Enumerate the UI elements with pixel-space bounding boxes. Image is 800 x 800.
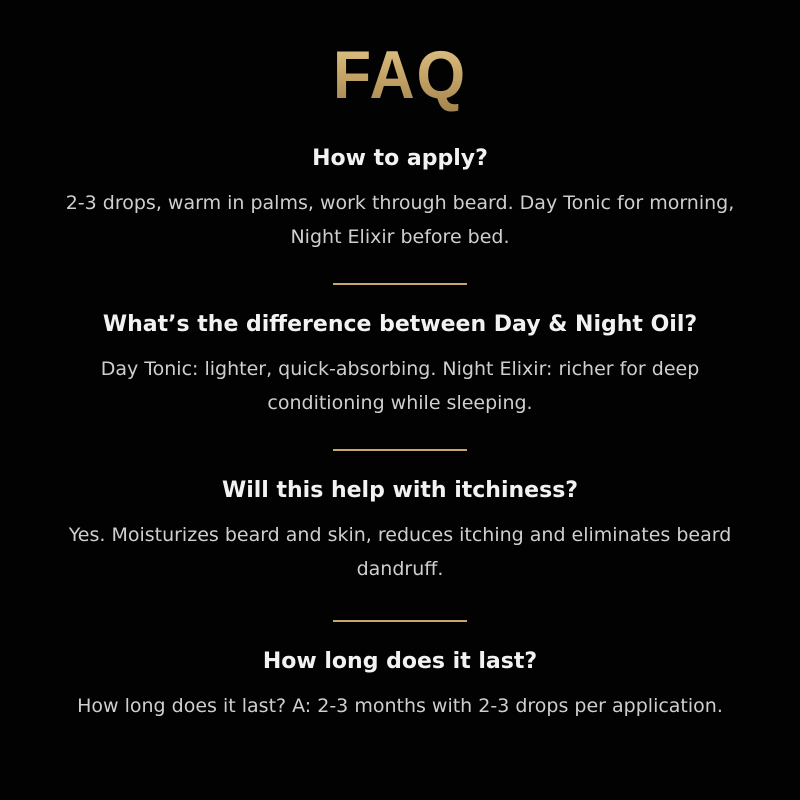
faq-answer: Yes. Moisturizes beard and skin, reduces itching and eliminates beard dandruff. <box>68 524 732 580</box>
gold-divider <box>333 449 467 451</box>
gold-divider <box>333 283 467 285</box>
gold-divider <box>333 620 467 622</box>
faq-question: Will this help with itchiness? <box>221 478 579 503</box>
faq-answer: How long does it last? A: 2-3 months with 2-3 drops per application. <box>77 695 723 717</box>
faq-answer: 2-3 drops, warm in palms, work through beard. Day Tonic for morning, Night Elixir before bed. <box>65 192 735 248</box>
faq-question: How long does it last? <box>262 649 538 674</box>
page-title: FAQ <box>32 30 768 120</box>
faq-question: What’s the difference between Day & Night Oil? <box>102 312 698 337</box>
faq-item-how-to-apply <box>0 144 800 254</box>
faq-item-how-long <box>0 647 800 723</box>
faq-answer: Day Tonic: lighter, quick-absorbing. Night Elixir: richer for deep conditioning while sleeping. <box>100 358 700 414</box>
faq-item-difference <box>0 310 800 420</box>
faq-item-itchiness <box>0 476 800 586</box>
faq-question: How to apply? <box>312 146 488 171</box>
